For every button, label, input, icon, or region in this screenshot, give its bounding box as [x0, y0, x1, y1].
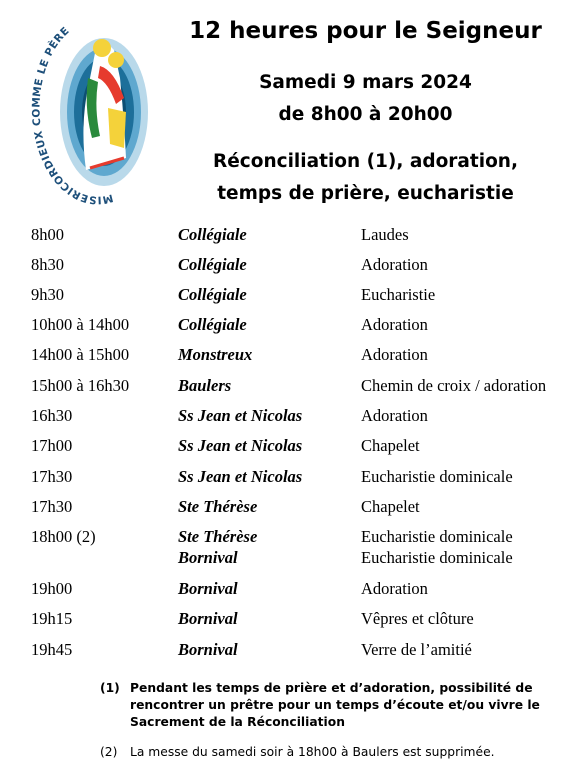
schedule-row — [0, 345, 581, 369]
row-activity: Eucharistie dominicale — [361, 527, 513, 546]
row-place: Ste Thérèse — [178, 527, 258, 546]
row-activity: Eucharistie dominicale — [361, 467, 513, 486]
row-place: Monstreux — [178, 345, 253, 364]
row-activity: Chapelet — [361, 436, 420, 455]
footnote-2 — [100, 744, 560, 761]
row-activity: Chapelet — [361, 497, 420, 516]
row-activity: Eucharistie dominicale — [361, 548, 513, 567]
schedule-row — [0, 548, 581, 572]
row-activity: Eucharistie — [361, 285, 436, 304]
footnote-1 — [100, 680, 560, 731]
row-place: Collégiale — [178, 285, 247, 304]
row-time: 17h30 — [31, 497, 73, 516]
schedule-row — [0, 225, 581, 249]
row-activity: Chemin de croix / adoration — [361, 376, 547, 395]
row-activity: Adoration — [361, 345, 428, 364]
footnote-text: La messe du samedi soir à 18h00 à Baulers est supprimée. — [130, 745, 495, 759]
row-activity: Adoration — [361, 255, 428, 274]
row-place: Bornival — [178, 609, 238, 628]
row-time: 9h30 — [31, 285, 64, 304]
row-time: 10h00 à 14h00 — [31, 315, 130, 334]
row-time: 8h00 — [31, 225, 64, 244]
schedule-row — [0, 406, 581, 430]
row-place: Collégiale — [178, 225, 247, 244]
row-place: Ss Jean et Nicolas — [178, 436, 303, 455]
row-time: 14h00 à 15h00 — [31, 345, 130, 364]
schedule-row — [0, 436, 581, 460]
footnote-number: (2) — [100, 745, 118, 759]
row-place: Collégiale — [178, 255, 247, 274]
row-time: 15h00 à 16h30 — [31, 376, 130, 395]
footnote-text: Pendant les temps de prière et d’adoration, possibilité de rencontrer un prêtre pour un temps d’écoute et/ou vivre le Sacrement de la Réconciliation — [130, 681, 540, 729]
schedule-row — [0, 497, 581, 521]
row-time: 17h00 — [31, 436, 73, 455]
row-place: Ss Jean et Nicolas — [178, 467, 303, 486]
row-activity: Vêpres et clôture — [361, 609, 474, 628]
row-place: Baulers — [178, 376, 232, 395]
logo-arc-textpath: MISERICORDIEUX COMME LE PÈRE — [30, 24, 115, 206]
row-activity: Adoration — [361, 579, 428, 598]
schedule-row — [0, 376, 581, 400]
footnote-number: (1) — [100, 681, 120, 695]
row-place: Bornival — [178, 579, 238, 598]
row-activity: Adoration — [361, 406, 428, 425]
row-activity: Adoration — [361, 315, 428, 334]
schedule-row — [0, 255, 581, 279]
row-time: 16h30 — [31, 406, 73, 425]
schedule-row — [0, 609, 581, 633]
schedule-row — [0, 315, 581, 339]
subtitle-line-1: Réconciliation (1), adoration, — [212, 151, 518, 172]
event-date: Samedi 9 mars 2024 — [259, 72, 472, 93]
row-place: Bornival — [178, 548, 238, 567]
row-time: 19h45 — [31, 640, 73, 659]
subtitle-line-2: temps de prière, eucharistie — [217, 183, 514, 204]
row-activity: Verre de l’amitié — [361, 640, 472, 659]
row-time: 18h00 (2) — [31, 527, 96, 546]
row-activity: Laudes — [361, 225, 409, 244]
row-place: Ss Jean et Nicolas — [178, 406, 303, 425]
row-place: Bornival — [178, 640, 238, 659]
schedule-row — [0, 467, 581, 491]
row-place: Ste Thérèse — [178, 497, 258, 516]
page-title: 12 heures pour le Seigneur — [189, 18, 542, 44]
schedule-row — [0, 579, 581, 603]
row-time: 19h15 — [31, 609, 73, 628]
jubilee-of-mercy-logo — [28, 8, 152, 208]
row-time: 17h30 — [31, 467, 73, 486]
row-place: Collégiale — [178, 315, 247, 334]
event-hours: de 8h00 à 20h00 — [278, 104, 453, 125]
row-time: 8h30 — [31, 255, 64, 274]
schedule-row — [0, 285, 581, 309]
schedule-row — [0, 640, 581, 664]
row-time: 19h00 — [31, 579, 73, 598]
